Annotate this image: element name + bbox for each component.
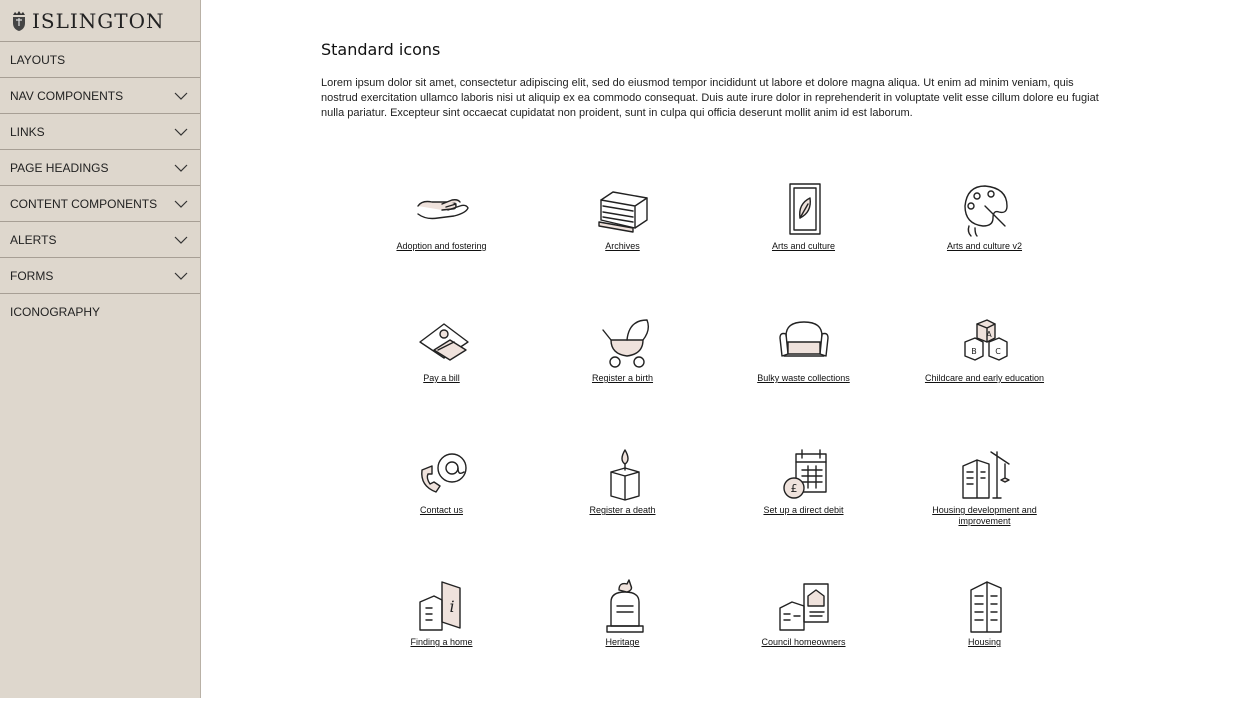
- chevron-down-icon: [174, 127, 188, 137]
- sidebar-item-page-headings[interactable]: [0, 150, 200, 186]
- chevron-down-icon: [174, 163, 188, 173]
- icon-label: Arts and culture v2: [946, 241, 1023, 251]
- framed-picture-icon: [774, 180, 834, 240]
- icon-label: Housing: [967, 637, 1002, 647]
- icon-label: Register a death: [589, 505, 656, 515]
- sidebar-item-content-components[interactable]: [0, 186, 200, 222]
- logo[interactable]: [0, 0, 200, 42]
- sidebar-item-forms[interactable]: [0, 258, 200, 294]
- building-crane-icon: [955, 444, 1015, 504]
- sidebar-nav: [0, 42, 200, 330]
- svg-text:C: C: [994, 347, 1001, 356]
- chevron-down-icon: [174, 271, 188, 281]
- icon-tile-contact-us[interactable]: [351, 444, 532, 576]
- sidebar-item-alerts[interactable]: [0, 222, 200, 258]
- icon-label: Register a birth: [591, 373, 654, 383]
- icon-label: Arts and culture: [771, 241, 836, 251]
- phone-email-icon: [412, 444, 472, 504]
- bill-card-icon: [412, 312, 472, 372]
- icon-tile-arts-and-culture-v2[interactable]: [894, 180, 1075, 312]
- intro-text: Lorem ipsum dolor sit amet, consectetur adipiscing elit, sed do eiusmod tempor incididunt ut labore et dolore magna aliqua. Ut enim ad minim veniam, quis nostrud exercitation ullamco laboris nisi ut aliquip ex ea commodo consequat. Duis aute irure dolor in reprehenderit in voluptate velit esse cillum dolore eu fugiat nulla pariatur. Excepteur sint occaecat cupidatat non proident, sunt in culpa qui officia deserunt mollit anim id est laborum.: [321, 77, 1099, 119]
- crest-icon: [10, 10, 28, 32]
- icon-tile-council-homeowners[interactable]: [713, 576, 894, 708]
- svg-text:i: i: [448, 597, 455, 616]
- icon-tile-pay-a-bill[interactable]: [351, 312, 532, 444]
- logo-text: ISLINGTON: [32, 8, 165, 33]
- icon-tile-bulky-waste-collections[interactable]: [713, 312, 894, 444]
- page-title: Standard icons: [321, 40, 441, 59]
- sidebar-item-label: LAYOUTS: [10, 52, 66, 67]
- house-document-icon: [774, 576, 834, 636]
- sidebar-item-nav-components[interactable]: [0, 78, 200, 114]
- chevron-down-icon: [174, 235, 188, 245]
- sidebar-item-label: FORMS: [10, 268, 54, 283]
- calendar-pound-icon: [774, 444, 834, 504]
- icon-tile-archives[interactable]: [532, 180, 713, 312]
- armchair-icon: [774, 312, 834, 372]
- archive-drawers-icon: [593, 180, 653, 240]
- icon-tile-heritage[interactable]: [532, 576, 713, 708]
- sidebar: [0, 0, 201, 698]
- sidebar-item-label: LINKS: [10, 124, 45, 139]
- info-booklet-icon: [412, 576, 472, 636]
- sidebar-item-links[interactable]: [0, 114, 200, 150]
- tower-block-icon: [955, 576, 1015, 636]
- sidebar-item-label: CONTENT COMPONENTS: [10, 196, 158, 211]
- sidebar-item-label: ICONOGRAPHY: [10, 305, 101, 319]
- icon-label: Pay a bill: [423, 373, 460, 383]
- abc-blocks-icon: [955, 312, 1015, 372]
- sidebar-item-label: ALERTS: [10, 232, 57, 247]
- sidebar-item-label: NAV COMPONENTS: [10, 88, 124, 103]
- candle-icon: [593, 444, 653, 504]
- main-content: [201, 0, 1240, 698]
- icon-tile-register-a-death[interactable]: [532, 444, 713, 576]
- icon-label: Adoption and fostering: [396, 241, 487, 251]
- chevron-down-icon: [174, 91, 188, 101]
- chevron-down-icon: [174, 199, 188, 209]
- icon-tile-childcare-and-early-education[interactable]: [894, 312, 1075, 444]
- icon-grid: [351, 180, 1075, 708]
- icon-label: Contact us: [419, 505, 464, 515]
- icon-label: Bulky waste collections: [757, 373, 850, 383]
- icon-tile-set-up-a-direct-debit[interactable]: [713, 444, 894, 576]
- sidebar-item-iconography[interactable]: [0, 294, 200, 330]
- paint-palette-icon: [955, 180, 1015, 240]
- pram-icon: [593, 312, 653, 372]
- gravestone-icon: [593, 576, 653, 636]
- icon-label: Archives: [605, 241, 640, 251]
- icon-label: Set up a direct debit: [763, 505, 844, 515]
- icon-label: Heritage: [605, 637, 640, 647]
- svg-text:B: B: [970, 347, 977, 356]
- icon-label: Childcare and early education: [924, 373, 1045, 383]
- icon-tile-housing-development-and-improvement[interactable]: [894, 444, 1075, 576]
- hands-icon: [412, 180, 472, 240]
- icon-label: Housing development and improvement: [932, 505, 1037, 526]
- icon-tile-housing[interactable]: [894, 576, 1075, 708]
- icon-tile-arts-and-culture[interactable]: [713, 180, 894, 312]
- icon-label: Finding a home: [410, 637, 473, 647]
- icon-tile-adoption-and-fostering[interactable]: [351, 180, 532, 312]
- svg-text:A: A: [985, 330, 992, 339]
- sidebar-item-layouts[interactable]: [0, 42, 200, 78]
- svg-text:£: £: [790, 482, 797, 495]
- icon-tile-register-a-birth[interactable]: [532, 312, 713, 444]
- icon-tile-finding-a-home[interactable]: [351, 576, 532, 708]
- icon-label: Council homeowners: [761, 637, 846, 647]
- sidebar-item-label: PAGE HEADINGS: [10, 160, 109, 175]
